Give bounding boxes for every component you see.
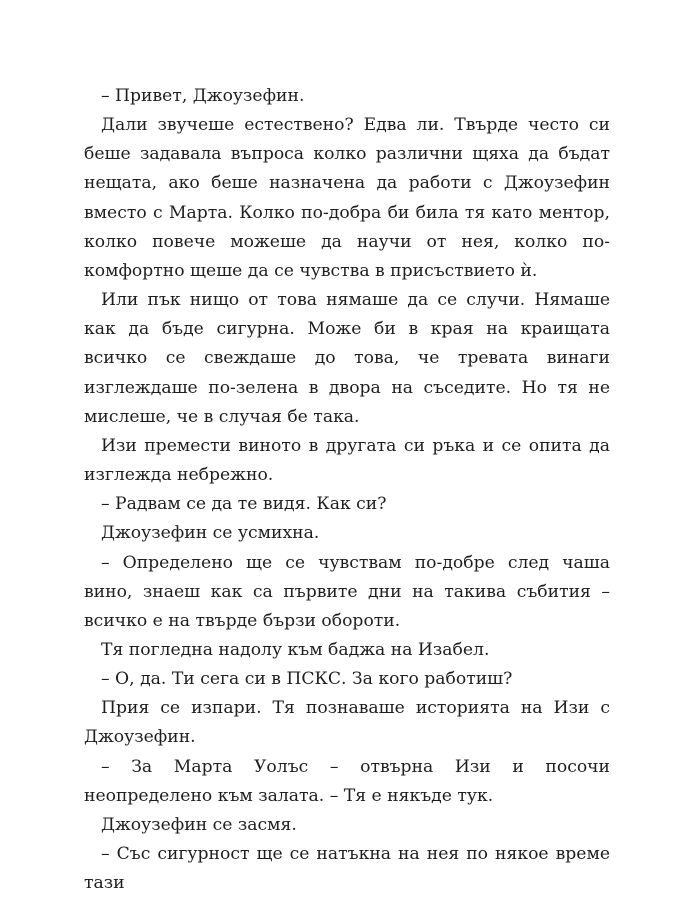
paragraph: – О, да. Ти сега си в ПСКС. За кого работиш?	[101, 669, 513, 690]
paragraph: Дали звучеше естествено? Едва ли. Твърде често си беше задавала въпроса колко различни щяха да бъдат нещата, ако беше назначена да работи с Джоузефин вместо с Марта. Колко по-добра би била тя като ментор, колко повече можеше да научи от нея, колко по-комфортно щеше да се чувства в присъствието ѝ.	[84, 115, 610, 281]
paragraph: Джоузефин се усмихна.	[101, 523, 320, 544]
paragraph: Прия се изпари. Тя познаваше историята на Изи с Джоузефин.	[84, 698, 610, 748]
paragraph: Или пък нищо от това нямаше да се случи. Нямаше как да бъде сигурна. Може би в края на краищата всичко се свеждаше до това, че тревата винаги изглеждаше по-зелена в двора на съседите. Но тя не мислеше, че в случая бе така.	[84, 290, 610, 427]
paragraph: Изи премести виното в другата си ръка и се опита да изглежда небрежно.	[84, 435, 610, 486]
paragraph: – Радвам се да те видя. Как си?	[101, 494, 387, 515]
paragraph: – Определено ще се чувствам по-добре след чаша вино, знаеш как са първите дни на такива събития – всичко е на твърде бързи обороти.	[84, 552, 610, 631]
paragraph: Джоузефин се засмя.	[101, 814, 297, 835]
paragraph: – Привет, Джоузефин.	[101, 86, 305, 106]
paragraph: – Със сигурност ще се натъкна на нея по някое време тази	[84, 844, 610, 894]
paragraph: Тя погледна надолу към баджа на Изабел.	[101, 639, 490, 660]
paragraph: – За Марта Уолъс – отвърна Изи и посочи неопределено към залата. – Тя е някъде тук.	[84, 756, 610, 806]
page-text	[84, 82, 610, 898]
